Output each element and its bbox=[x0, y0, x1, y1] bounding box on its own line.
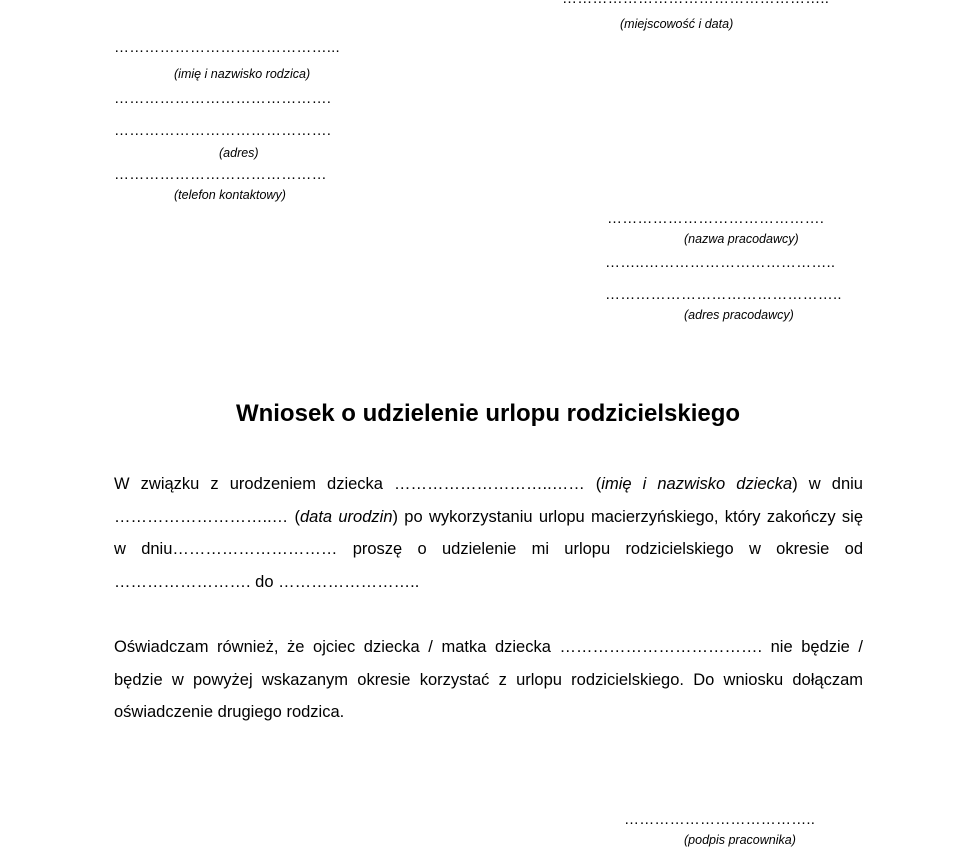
parent-name-line: ……………………………………... bbox=[114, 39, 340, 56]
employer-address-caption: (adres pracodawcy) bbox=[684, 308, 794, 322]
birth-date-hint: data urodzin bbox=[299, 507, 393, 526]
paragraph1-text-3: ) po wykorzystaniu urlopu macierzyńskiego, który zakończy się w dniu………………………… proszę o udzielenie mi urlopu rodzicielskiego w okresie od ……………………. do …………………….. bbox=[114, 507, 863, 591]
place-date-caption: (miejscowość i data) bbox=[620, 17, 734, 31]
parent-name-caption: (imię i nazwisko rodzica) bbox=[174, 67, 311, 81]
declaration-paragraph bbox=[114, 631, 863, 729]
request-paragraph bbox=[114, 468, 863, 598]
declaration-text: Oświadczam również, że ojciec dziecka / matka dziecka ………………………………. nie będzie / będzie w powyżej wskazanym okresie korzystać z urlopu rodzicielskiego. Do wniosku dołączam oświadczenie drugiego rodzica. bbox=[114, 638, 863, 721]
employer-name-line: ……………………………………. bbox=[607, 210, 825, 227]
parent-address-line-2: ……………………………………. bbox=[114, 122, 332, 139]
parent-phone-caption: (telefon kontaktowy) bbox=[174, 188, 286, 202]
employer-address-line-1: ……..……………………………….. bbox=[605, 254, 836, 271]
paragraph1-text-2: ) w dniu ………………………..… ( bbox=[114, 475, 863, 526]
paragraph1-text-1: W związku z urodzeniem dziecka ………………………..…… ( bbox=[114, 475, 602, 493]
parent-address-line-1: ……………………………………. bbox=[114, 90, 332, 107]
document-title: Wniosek o udzielenie urlopu rodzicielskiego bbox=[235, 400, 741, 427]
parent-phone-line: …………………………………… bbox=[114, 166, 327, 183]
parent-address-caption: (adres) bbox=[219, 146, 259, 160]
place-date-line bbox=[562, 0, 829, 7]
signature-line: ……………………………….. bbox=[624, 811, 816, 828]
child-name-hint: imię i nazwisko dziecka bbox=[601, 475, 793, 493]
signature-caption: (podpis pracownika) bbox=[684, 833, 796, 847]
employer-name-caption: (nazwa pracodawcy) bbox=[684, 232, 799, 246]
employer-address-line-2: ……………………………………….. bbox=[605, 286, 842, 303]
